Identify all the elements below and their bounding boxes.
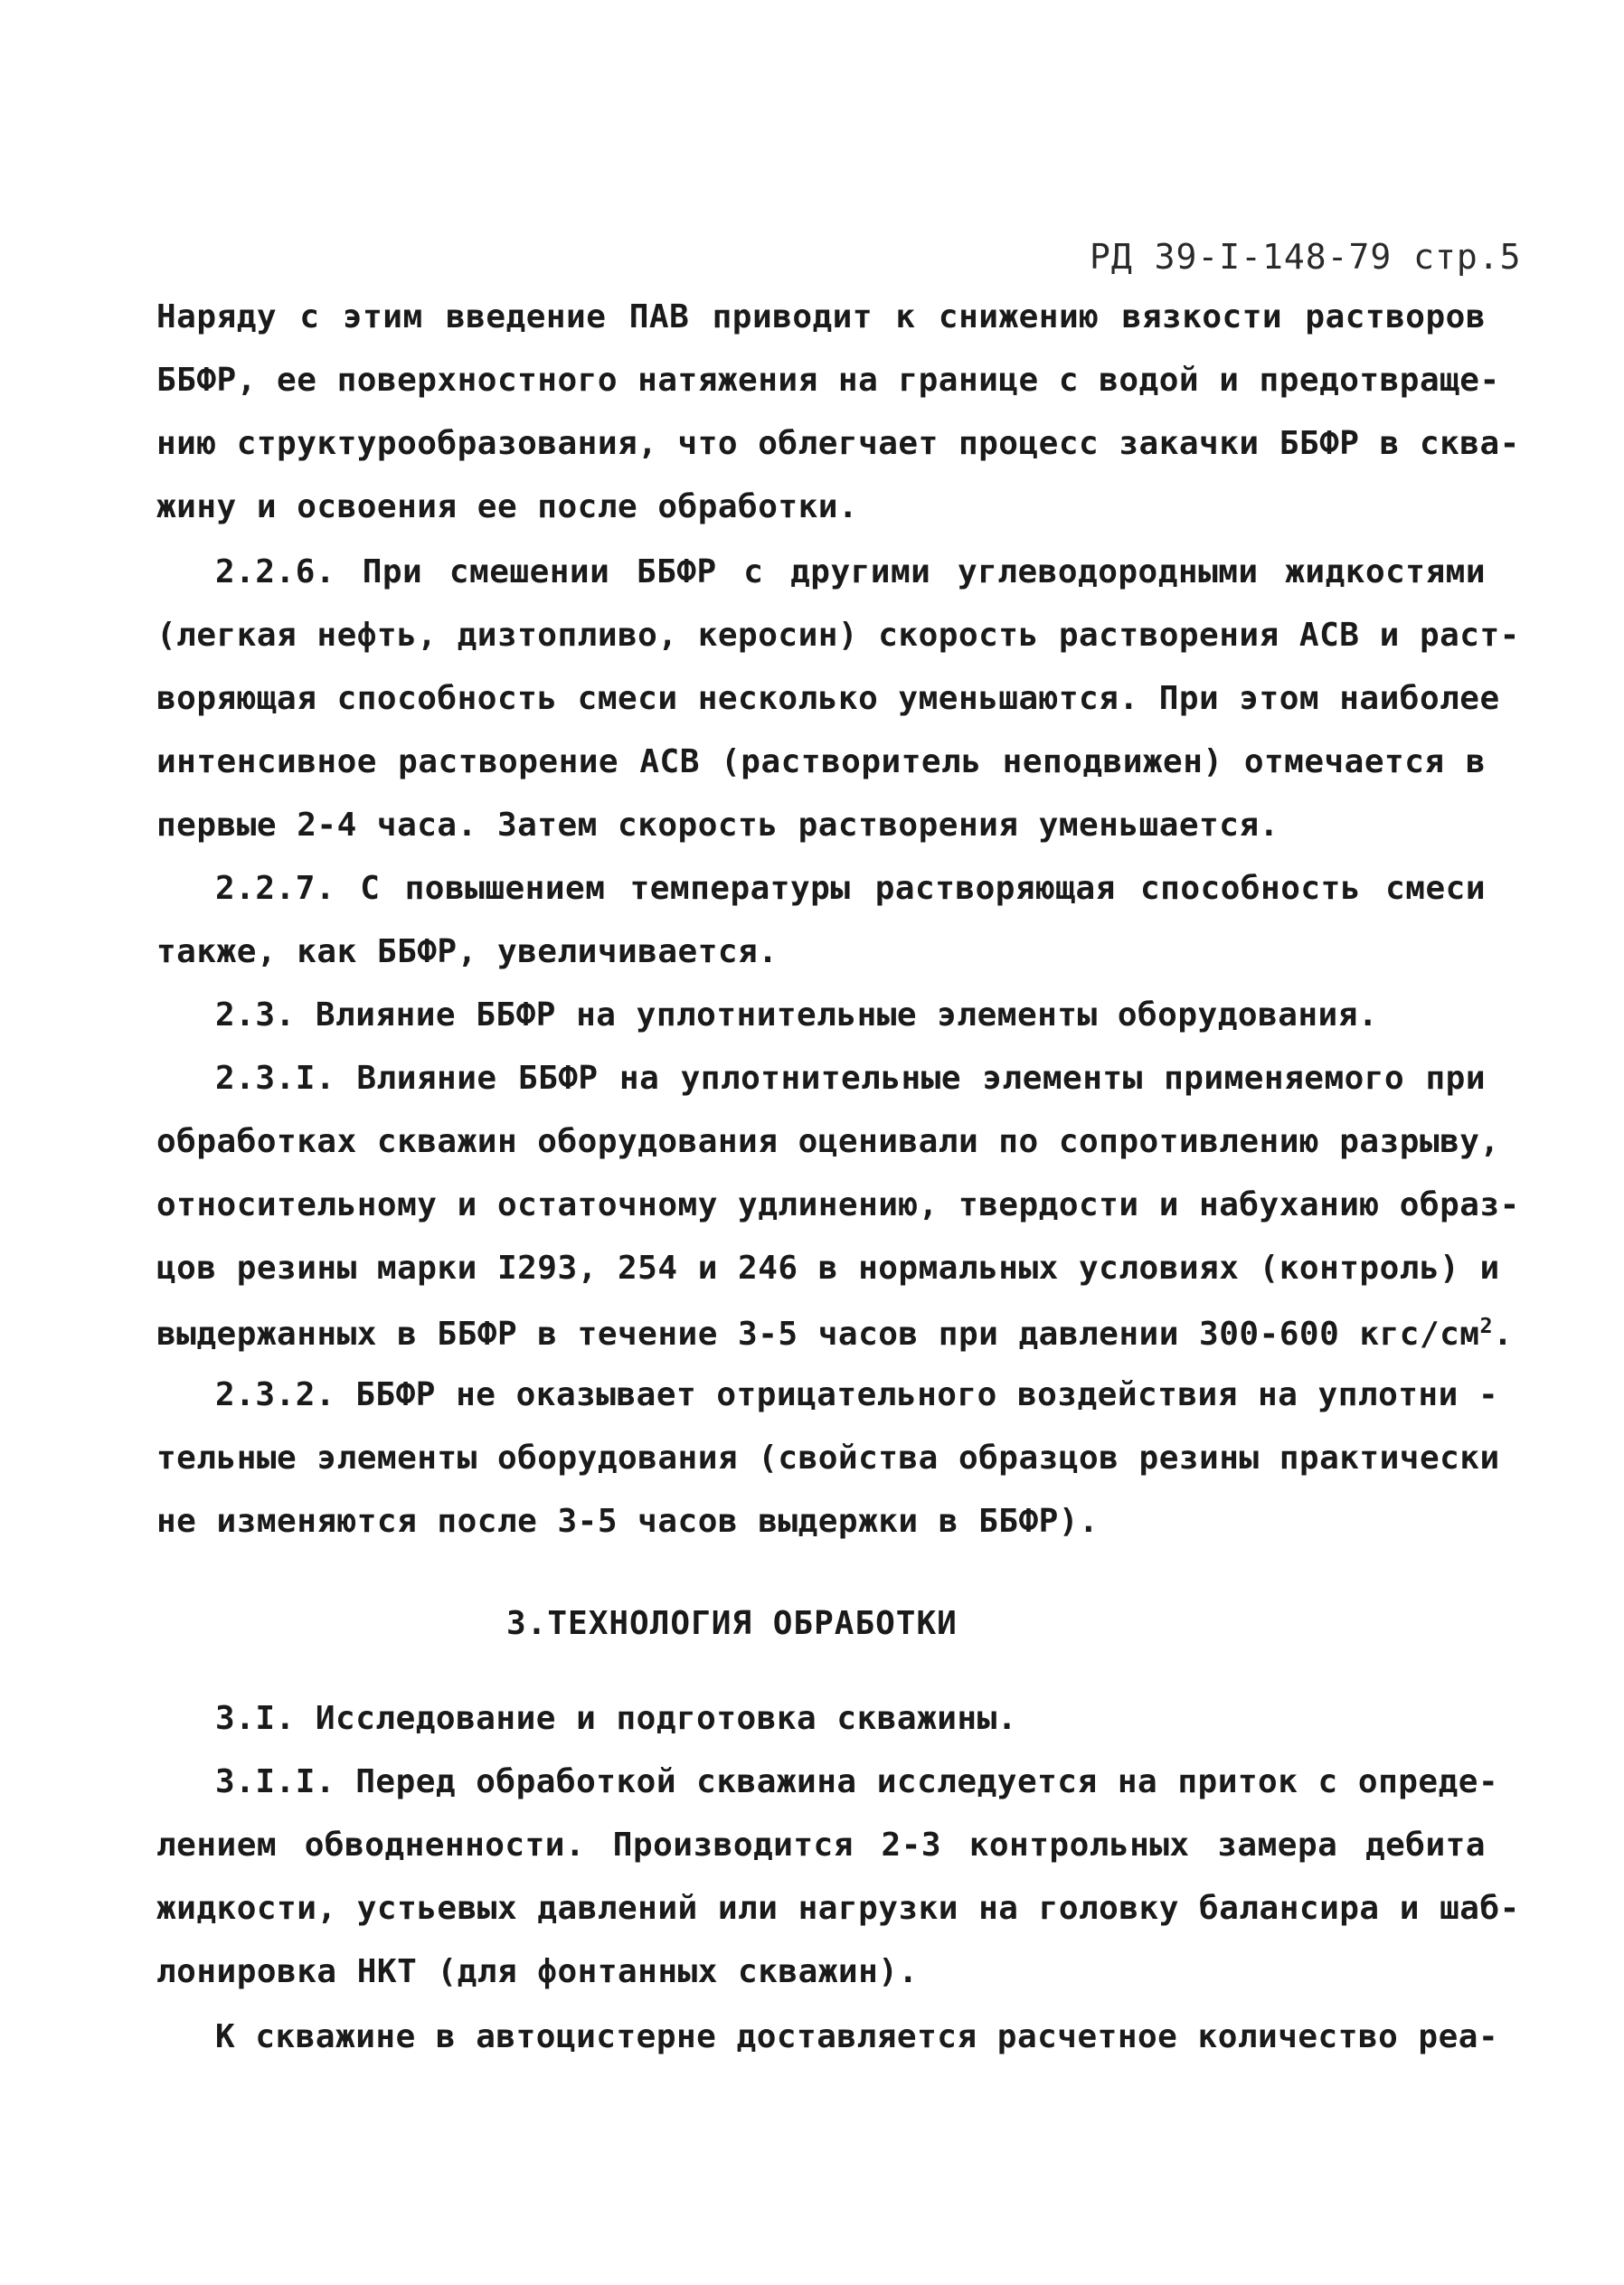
- text-line: 3.I.I. Перед обработкой скважина исследуется на приток с опреде-: [215, 1763, 1499, 1800]
- text-line: цов резины марки I293, 254 и 246 в нормальных условиях (контроль) и: [156, 1250, 1500, 1287]
- section-subheading: 2.3. Влияние ББФР на уплотнительные элементы оборудования.: [215, 996, 1379, 1034]
- text-line: интенсивное растворение АСВ (растворитель неподвижен) отмечается в: [156, 743, 1486, 780]
- page-header-ref: РД 39-I-148-79 стр.5: [1090, 237, 1522, 277]
- text-line: не изменяются после 3-5 часов выдержки в ББФР).: [156, 1503, 1100, 1540]
- text-line: воряющая способность смеси несколько уменьшаются. При этом наиболее: [156, 680, 1500, 717]
- text-line: лонировка НКТ (для фонтанных скважин).: [156, 1953, 919, 1990]
- text-line: ББФР, ее поверхностного натяжения на границе с водой и предотвраще-: [156, 362, 1500, 399]
- text-line: 2.3.2. ББФР не оказывает отрицательного воздействия на уплотни -: [215, 1376, 1499, 1413]
- text-line: тельные элементы оборудования (свойства образцов резины практически: [156, 1440, 1500, 1477]
- text-line: 2.3.I. Влияние ББФР на уплотнительные элементы применяемого при: [215, 1060, 1486, 1097]
- text-line: Наряду с этим введение ПАВ приводит к снижению вязкости растворов: [156, 298, 1486, 335]
- text-line-with-unit: [156, 1313, 1514, 1353]
- text-line: нию структурообразования, что облегчает процесс закачки ББФР в сква-: [156, 425, 1520, 462]
- text-line: также, как ББФР, увеличивается.: [156, 933, 779, 970]
- section-subheading: 3.I. Исследование и подготовка скважины.: [215, 1700, 1017, 1737]
- section-heading: 3.ТЕХНОЛОГИЯ ОБРАБОТКИ: [506, 1605, 958, 1642]
- text-line: 2.2.6. При смешении ББФР с другими углеводородными жидкостями: [215, 553, 1486, 590]
- text-line: выдержанных в ББФР в течение 3-5 часов при давлении 300-600 кгс/см: [156, 1316, 1480, 1353]
- text-line: первые 2-4 часа. Затем скорость растворения уменьшается.: [156, 807, 1279, 844]
- text-line: (легкая нефть, дизтопливо, керосин) скорость растворения АСВ и раст-: [156, 617, 1520, 654]
- text-line: жидкости, устьевых давлений или нагрузки на головку балансира и шаб-: [156, 1890, 1520, 1927]
- text-line: 2.2.7. С повышением температуры растворяющая способность смеси: [215, 870, 1486, 907]
- text-line: обработках скважин оборудования оценивали по сопротивлению разрыву,: [156, 1123, 1500, 1160]
- text-line: К скважине в автоцистерне доставляется расчетное количество реа-: [215, 2018, 1499, 2055]
- text-line: лением обводненности. Производится 2-3 контрольных замера дебита: [156, 1827, 1486, 1864]
- text-line: относительному и остаточному удлинению, твердости и набуханию образ-: [156, 1186, 1520, 1223]
- text-punct: .: [1493, 1316, 1514, 1353]
- text-line: жину и освоения ее после обработки.: [156, 488, 859, 525]
- superscript: 2: [1479, 1313, 1494, 1338]
